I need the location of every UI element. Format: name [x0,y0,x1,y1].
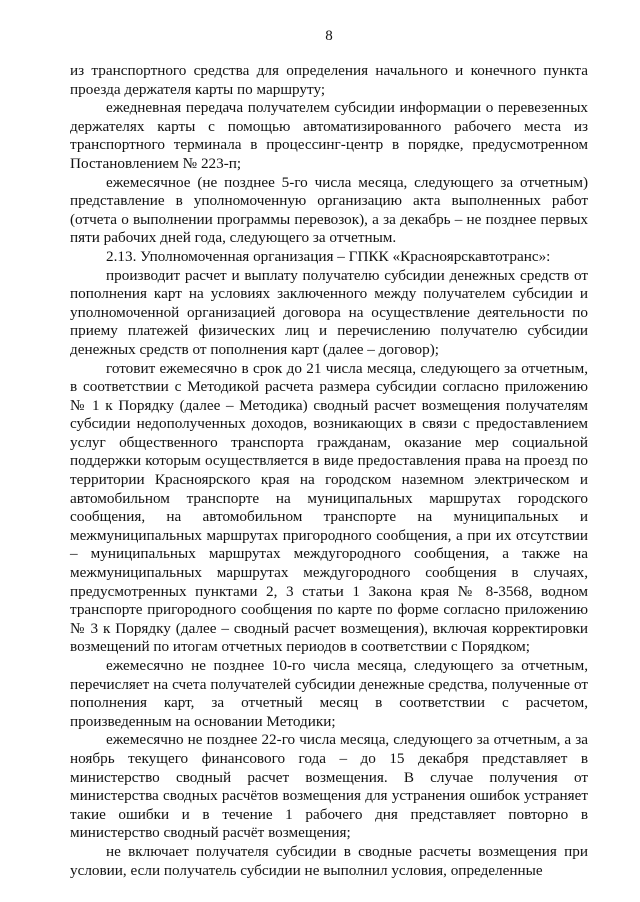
paragraph: ежемесячно не позднее 10-го числа месяца, следующего за отчетным, перечисляет на счета получателей субсидии денежные средства, полученные от пополнения карт, за отчетный месяц в соответствии с расчетом, произведенным на основании Методики; [70,657,588,730]
paragraph: из транспортного средства для определения начального и конечного пункта проезда держателя карты по маршруту; [70,62,588,98]
paragraph: готовит ежемесячно в срок до 21 числа месяца, следующего за отчетным, в соответствии с Методикой расчета размера субсидии согласно приложению № 1 к Порядку (далее – Методика) сводный расчет возмещения получателям субсидии недополученных доходов, возникающих в связи с предоставлением услуг общественного транспорта гражданам, оказание мер социальной поддержки которым осуществляется в виде предоставления права на проезд по территории Красноярского края на городском наземном электрическом и автомобильном транспорте на муниципальных маршрутах городского сообщения, на автомобильном транспорте на муниципальных и межмуниципальных маршрутах пригородного сообщения, а при их отсутствии – муниципальных маршрутах междугородного сообщения, а также на межмуниципальных маршрутах междугородного сообщения в случаях, предусмотренных пунктами 2, 3 статьи 1 Закона края № 8-3568, водном транспорте пригородного сообщения по карте по форме согласно приложению № 3 к Порядку (далее – сводный расчет возмещения), включая корректировки возмещений по итогам отчетных периодов в соответствии с Порядком; [70,359,588,656]
paragraph: не включает получателя субсидии в сводные расчеты возмещения при условии, если получатель субсидии не выполнил условия, определенные [70,842,588,879]
document-body [70,62,588,880]
paragraph: производит расчет и выплату получателю субсидии денежных средств от пополнения карт на условиях заключенного между получателем субсидии и уполномоченной организацией договора на осуществление деятельности по приему платежей физических лиц и перечислению получателю субсидии денежных средств от пополнения карт (далее – договор); [70,266,588,358]
paragraph: 2.13. Уполномоченная организация – ГПКК «Красноярскавтотранс»: [106,247,551,265]
paragraph: ежедневная передача получателем субсидии информации о перевезенных держателях карты с помощью автоматизированного рабочего места из транспортного терминала в процессинг-центр в порядке, предусмотренном Постановлением № 223-п; [70,99,588,172]
page-number: 8 [325,28,333,44]
paragraph: ежемесячное (не позднее 5-го числа месяца, следующего за отчетным) представление в уполномоченную организацию акта выполненных работ (отчета о выполнении программы перевозок), а за декабрь – не позднее первых пяти рабочих дней года, следующего за отчетным. [70,173,588,247]
paragraph: ежемесячно не позднее 22-го числа месяца, следующего за отчетным, а за ноябрь текущего финансового года – до 15 декабря представляет в министерство сводный расчет возмещения. В случае получения от министерства сводных расчётов возмещения для устранения ошибок устраняет такие ошибки и в течение 1 рабочего дня представляет повторно в министерство сводный расчёт возмещения; [70,731,588,842]
